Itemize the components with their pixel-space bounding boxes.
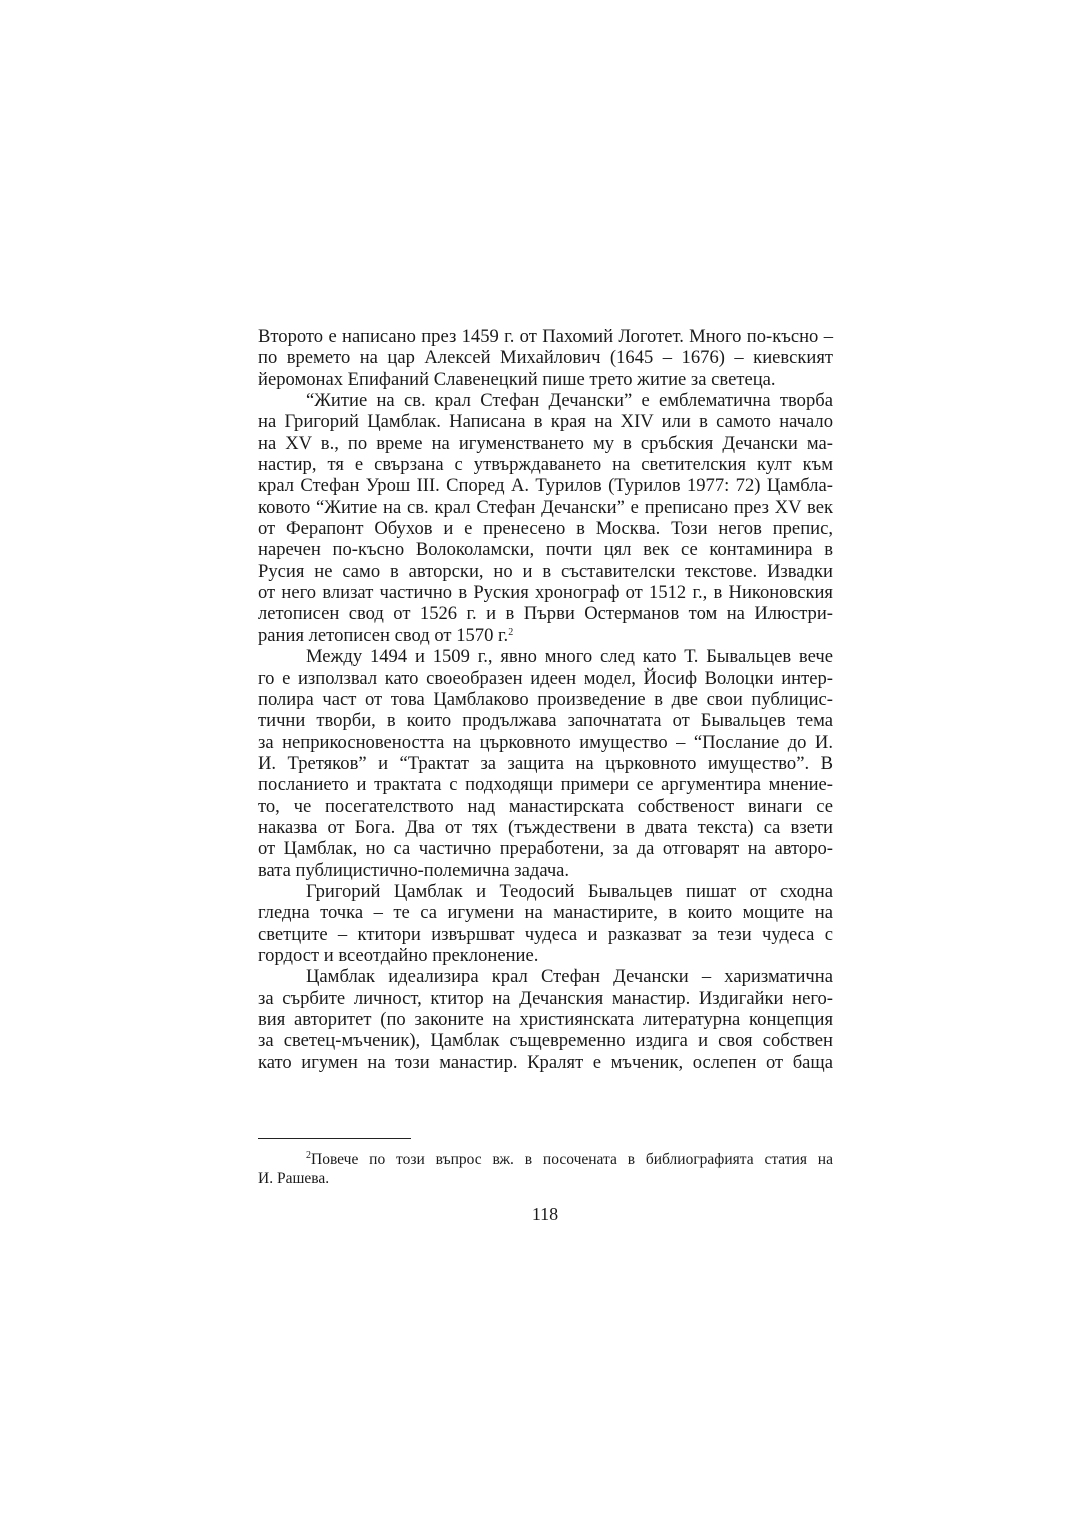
body-text bbox=[258, 326, 833, 1073]
line-text: като игумен на този манастир. Кралят е мъченик, ослепен от баща bbox=[258, 1051, 833, 1073]
line-text: наказва от Бога. Два от тях (тъждествени в двата текста) са взети bbox=[258, 816, 833, 838]
text-line bbox=[258, 518, 833, 539]
text-line bbox=[258, 689, 833, 710]
footnote-reference[interactable]: 2 bbox=[508, 626, 514, 638]
line-text: на Григорий Цамблак. Написана в края на XIV или в самото начало bbox=[258, 411, 833, 433]
line-text: полира част от това Цамблаково произведение в две свои публицис- bbox=[258, 688, 833, 710]
line-text: И. Третяков” и “Трактат за защита на църковното имущество”. В bbox=[258, 752, 833, 774]
text-line bbox=[258, 945, 833, 966]
line-text: летописен свод от 1526 г. и в Първи Остерманов том на Илюстри- bbox=[258, 603, 833, 625]
text-line bbox=[258, 347, 833, 368]
text-line bbox=[258, 732, 833, 753]
text-line bbox=[258, 390, 833, 411]
footnote bbox=[258, 1150, 833, 1188]
text-line bbox=[258, 924, 833, 945]
line-text: настир, тя е свързана с утвърждаването на светителския култ към bbox=[258, 454, 833, 476]
text-line bbox=[258, 646, 833, 667]
text-line bbox=[258, 603, 833, 624]
footnote-line bbox=[258, 1169, 833, 1188]
text-line bbox=[258, 475, 833, 496]
text-line bbox=[258, 710, 833, 731]
footnote-number: 2 bbox=[306, 1150, 311, 1161]
text-line bbox=[258, 838, 833, 859]
line-text: Второто е написано през 1459 г. от Пахомий Логотет. Много по-късно – bbox=[258, 326, 833, 347]
line-text: за неприкосновеността на църковното имущество – “Послание до И. bbox=[258, 731, 833, 753]
text-line bbox=[258, 539, 833, 560]
text-line bbox=[258, 582, 833, 603]
line-text: Григорий Цамблак и Теодосий Бывальцев пишат от сходна bbox=[306, 880, 833, 902]
line-text: вия авторитет (по законите на християнската литературна концепция bbox=[258, 1009, 833, 1030]
paragraph bbox=[258, 390, 833, 646]
text-line bbox=[258, 369, 833, 390]
footnote-line bbox=[258, 1150, 833, 1169]
line-text: наречен по-късно Волоколамски, почти цял век се контаминира в bbox=[258, 539, 833, 561]
line-text: на XV в., по време на игуменстването му в сръбския Дечански ма- bbox=[258, 432, 833, 454]
line-text: за светец-мъченик), Цамблак същевременно издига и своя собствен bbox=[258, 1030, 833, 1052]
text-line bbox=[258, 497, 833, 518]
text-line bbox=[258, 753, 833, 774]
text-line bbox=[258, 411, 833, 432]
text-line bbox=[258, 902, 833, 923]
line-text: от Ферапонт Обухов и е пренесено в Москва. Този негов препис, bbox=[258, 518, 833, 540]
text-line bbox=[258, 1052, 833, 1073]
footnote-text: И. Рашева. bbox=[258, 1170, 330, 1187]
text-line bbox=[258, 774, 833, 795]
line-text: го е използвал като своеобразен идеен модел, Йосиф Волоцки интер- bbox=[258, 667, 833, 689]
line-text: посланието и трактата с подходящи примери се аргументира мнение- bbox=[258, 774, 833, 796]
text-line bbox=[258, 561, 833, 582]
paragraph bbox=[258, 326, 833, 390]
line-text: то, че посегателството над манастирската собственост винаги се bbox=[258, 795, 833, 817]
line-text: гордост и всеотдайно преклонение. bbox=[258, 944, 539, 966]
text-line bbox=[258, 668, 833, 689]
line-text: рания летописен свод от 1570 г. bbox=[258, 624, 509, 646]
paragraph bbox=[258, 966, 833, 1073]
line-text: за сърбите личност, ктитор на Дечанския манастир. Издигайки него- bbox=[258, 987, 833, 1009]
text-line bbox=[258, 817, 833, 838]
text-line bbox=[258, 860, 833, 881]
text-line bbox=[258, 1009, 833, 1030]
line-text: крал Стефан Урош III. Според А. Турилов (Турилов 1977: 72) Цамбла- bbox=[258, 475, 833, 497]
text-line bbox=[258, 796, 833, 817]
line-text: от него влизат частично в Руския хронограф от 1512 г., в Никоновския bbox=[258, 582, 833, 604]
text-line bbox=[258, 1030, 833, 1051]
line-text: Между 1494 и 1509 г., явно много след като Т. Бывальцев вече bbox=[306, 646, 833, 668]
line-text: йеромонах Епифаний Славенецкий пише трето житие за светеца. bbox=[258, 368, 776, 390]
footnote-text: Повече по този въпрос вж. в посочената в библиографията статия на bbox=[311, 1151, 833, 1168]
paragraph bbox=[258, 646, 833, 881]
line-text: Русия не само в авторски, но и в съставителски текстове. Извадки bbox=[258, 560, 833, 582]
text-line bbox=[258, 454, 833, 475]
line-text: тични творби, в които продължава започнатата от Бывальцев тема bbox=[258, 710, 833, 732]
text-line bbox=[258, 881, 833, 902]
text-line bbox=[258, 966, 833, 987]
line-text: светците – ктитори извършват чудеса и разказват за тези чудеса с bbox=[258, 923, 833, 945]
text-line bbox=[258, 326, 833, 347]
text-line bbox=[258, 988, 833, 1009]
paragraph bbox=[258, 881, 833, 966]
line-text: гледна точка – те са игумени на манастирите, в които мощите на bbox=[258, 902, 833, 924]
page-number: 118 bbox=[531, 1204, 559, 1224]
line-text: ковото “Житие на св. крал Стефан Дечански” е преписано през XV век bbox=[258, 496, 833, 518]
text-line bbox=[258, 433, 833, 454]
text-line bbox=[258, 625, 833, 646]
line-text: Цамблак идеализира крал Стефан Дечански – харизматична bbox=[306, 966, 833, 988]
line-text: от Цамблак, но са частично преработени, за да отговарят на авторо- bbox=[258, 838, 833, 860]
line-text: “Житие на св. крал Стефан Дечански” е емблематична творба bbox=[306, 390, 833, 412]
footnote-separator bbox=[258, 1138, 411, 1139]
line-text: вата публицистично-полемична задача. bbox=[258, 859, 570, 881]
line-text: по времето на цар Алексей Михайлович (1645 – 1676) – киевският bbox=[258, 347, 833, 369]
